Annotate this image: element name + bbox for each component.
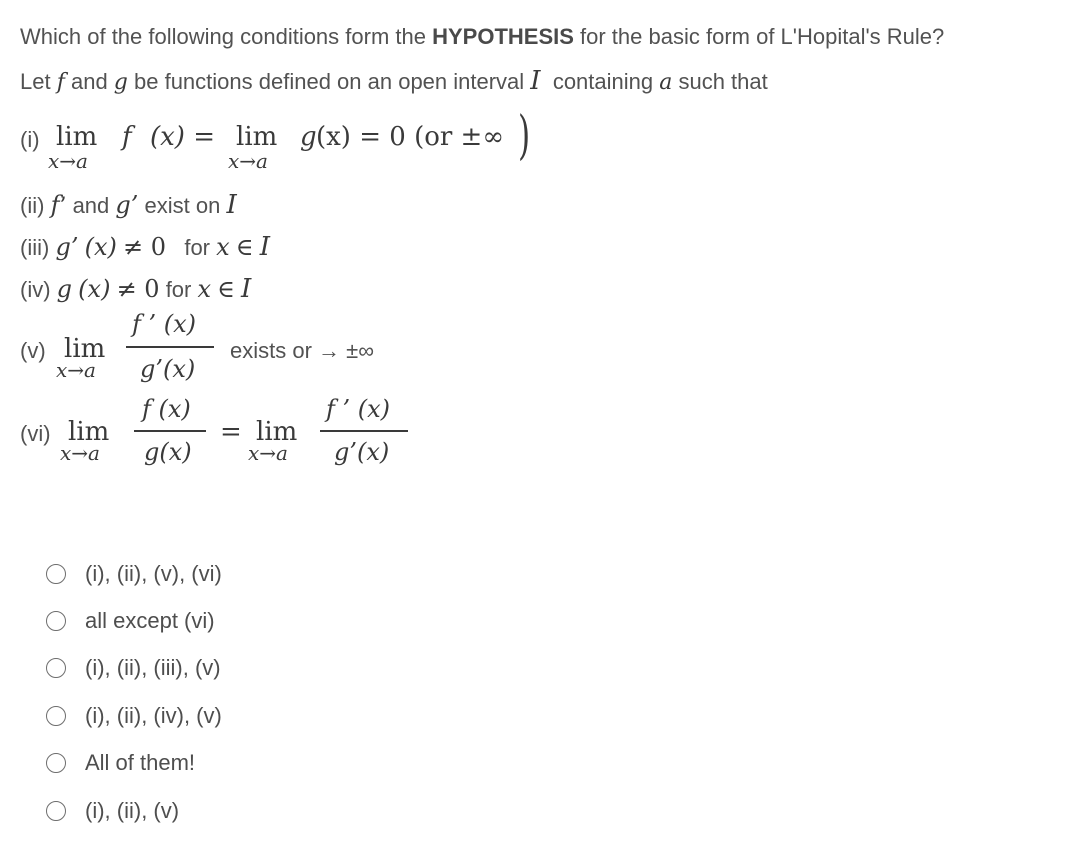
condition-iii-in: ∈ [235,233,254,261]
choice-1-label[interactable]: (i), (ii), (v), (vi) [85,561,222,586]
condition-v-lim-sub: x→a [56,358,96,382]
condition-i-gx: (x) = 0 (or ±∞ [316,122,505,152]
big-right-paren: ) [518,106,531,166]
condition-vi-numerator-2: f ’ (x) [326,395,391,423]
choice-5[interactable] [46,747,195,779]
question-emphasis: HYPOTHESIS [432,24,574,49]
condition-i-g: g [300,122,317,152]
condition-v-label: (v) [20,338,46,363]
condition-iv-label: (iv) [20,277,51,302]
intro-g: g [113,70,128,95]
condition-iv [20,274,251,304]
condition-iii-neq: ≠ 0 [122,233,166,261]
intro-be: be functions defined on an open interval [127,69,531,94]
condition-v-exists: exists or → ±∞ [230,338,374,363]
choice-2[interactable] [46,605,215,637]
choice-6-label[interactable]: (i), (ii), (v) [85,798,180,823]
condition-ii-label: (ii) [20,193,45,218]
condition-ii-g: g’ [115,191,139,219]
condition-iii [20,232,270,262]
condition-i-f: f [122,122,132,152]
condition-iv-g: g [56,275,73,303]
intro-containing: containing [552,69,660,94]
condition-iii-x: (x) [84,233,117,261]
condition-iii-label: (iii) [20,235,50,260]
condition-i-lim2: lim [236,122,278,152]
condition-v-denominator: g’(x) [140,355,196,383]
condition-iii-g: g’ [55,233,79,261]
condition-ii [20,190,237,220]
choice-6[interactable] [46,795,179,827]
condition-vi-fraction-bar-2 [320,430,408,432]
choice-4-label[interactable]: (i), (ii), (iv), (v) [85,703,222,728]
intro-f: f [56,70,65,95]
radio-button[interactable] [46,658,66,678]
choice-5-label[interactable]: All of them! [85,750,196,775]
condition-vi-lim: lim [68,417,110,447]
radio-button[interactable] [46,611,66,631]
condition-iii-I: I [259,232,270,262]
condition-v-fraction-bar [126,346,214,348]
intro-text [20,66,768,96]
condition-iv-x2: x [197,275,212,303]
condition-iv-neq: ≠ 0 [116,275,160,303]
condition-i-lim: lim [56,122,98,152]
condition-i-label: (i) [20,127,40,152]
radio-button[interactable] [46,564,66,584]
condition-vi-lim2: lim [256,417,298,447]
condition-i-fx: (x) = [150,122,215,152]
condition-iv-in: ∈ [217,275,235,303]
choice-2-label[interactable]: all except (vi) [85,608,215,633]
condition-ii-and: and [66,193,116,218]
condition-i-lim2-sub: x→a [228,149,268,173]
intro-and: and [64,69,114,94]
choice-3-label[interactable]: (i), (ii), (iii), (v) [85,655,221,680]
intro-let: Let [20,69,57,94]
condition-ii-exist: exist on [138,193,227,218]
choice-4[interactable] [46,700,222,732]
intro-such-that: such that [672,69,768,94]
condition-iv-I: I [241,274,252,304]
question-suffix: for the basic form of L'Hopital's Rule? [573,24,945,49]
condition-iv-x: (x) [78,275,111,303]
question-prefix: Which of the following conditions form the [20,24,433,49]
condition-ii-prime: ’ [59,194,67,219]
condition-iii-x2: x [216,233,230,261]
question-text [20,24,944,50]
condition-ii-I: I [226,190,237,220]
condition-v-lim: lim [64,334,106,364]
condition-v-numerator: f ’ (x) [132,310,197,338]
condition-vi-denominator-1: g(x) [144,438,192,466]
condition-iii-for: for [184,235,217,260]
intro-interval-I: I [530,66,541,96]
condition-vi-fraction-bar-1 [134,430,206,432]
condition-iv-for: for [159,277,198,302]
condition-vi-lim-sub: x→a [60,441,100,465]
choice-1[interactable] [46,558,222,590]
condition-vi-lim2-sub: x→a [248,441,288,465]
radio-button[interactable] [46,706,66,726]
condition-vi-label: (vi) [20,421,51,446]
condition-vi-equals: = [220,417,242,447]
condition-vi-numerator-1: f (x) [142,395,191,423]
condition-vi-denominator-2: g’(x) [334,438,390,466]
intro-a: a [659,70,673,95]
radio-button[interactable] [46,801,66,821]
radio-button[interactable] [46,753,66,773]
condition-i-lim-sub: x→a [48,149,88,173]
condition-ii-f: f [50,191,60,219]
choice-3[interactable] [46,652,221,684]
